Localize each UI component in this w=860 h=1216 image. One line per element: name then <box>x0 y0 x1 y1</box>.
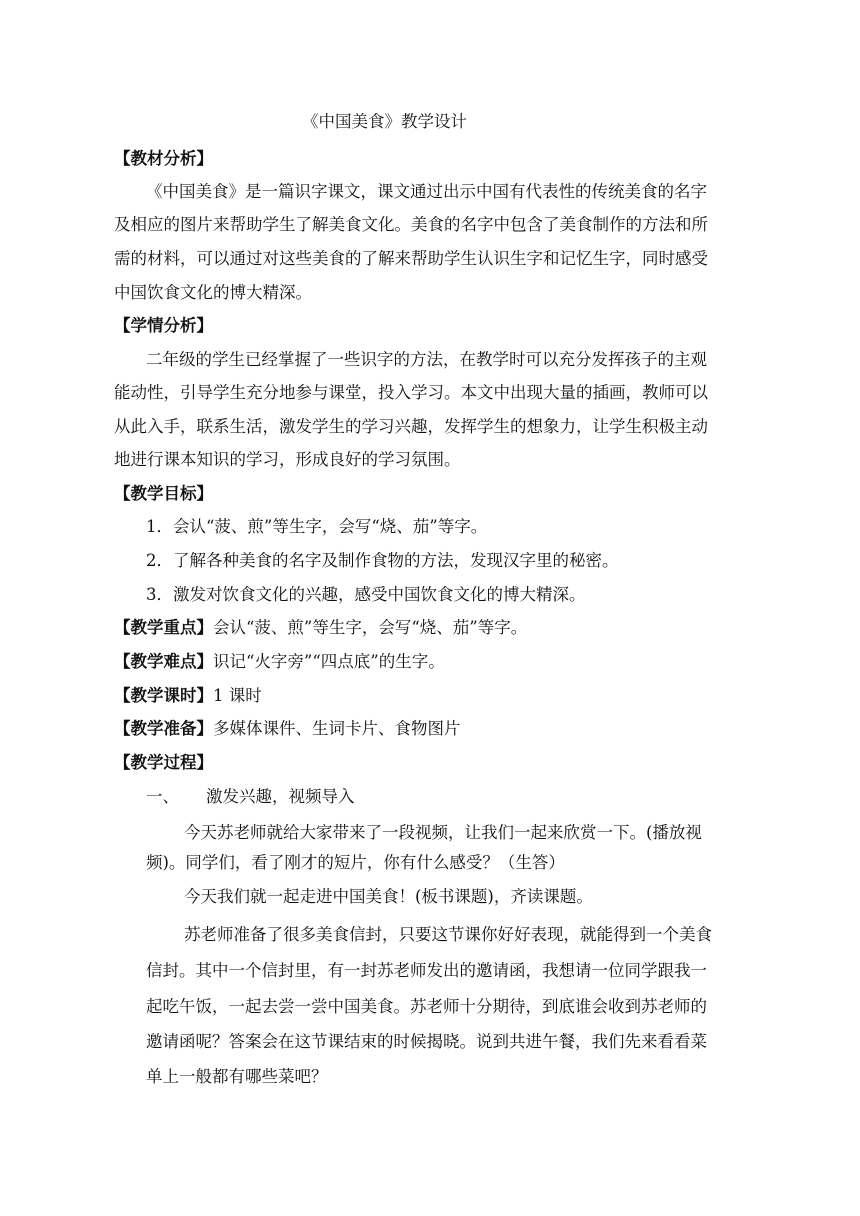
preparation-text: 多媒体课件、生词卡片、食物图片 <box>213 719 461 738</box>
process-paragraph-line: 单上一般都有哪些菜吧？ <box>146 1067 328 1086</box>
section-heading-process: 【教学过程】 <box>114 753 213 772</box>
focus-row <box>114 617 527 639</box>
process-paragraph-line: 信封。其中一个信封里，有一封苏老师发出的邀请函，我想请一位同学跟我一 <box>146 961 707 980</box>
students-line: 二年级的学生已经掌握了一些识字的方法，在教学时可以充分发挥孩子的主观 <box>146 350 707 369</box>
materials-line: 中国饮食文化的博大精深。 <box>114 283 312 302</box>
materials-line: 及相应的图片来帮助学生了解美食文化。美食的名字中包含了美食制作的方法和所 <box>114 215 708 234</box>
section-heading-duration: 【教学课时】 <box>114 686 213 705</box>
duration-row <box>114 685 262 707</box>
process-step-number: 一、 <box>146 787 179 806</box>
students-line: 地进行课本知识的学习，形成良好的学习氛围。 <box>114 450 461 469</box>
preparation-row <box>114 718 461 740</box>
students-line: 从此入手，联系生活，激发学生的学习兴趣，发挥学生的想象力，让学生积极主动 <box>114 417 708 436</box>
process-paragraph-line: 频)。同学们，看了刚才的短片，你有什么感受？（生答） <box>146 853 565 872</box>
goal-item: 1．会认“菠、煎”等生字，会写“烧、茄”等字。 <box>146 517 488 536</box>
duration-text: 1 课时 <box>213 686 262 705</box>
process-paragraph-line: 起吃午饭，一起去尝一尝中国美食。苏老师十分期待，到底谁会收到苏老师的 <box>146 997 707 1016</box>
focus-text: 会认“菠、煎”等生字，会写“烧、茄”等字。 <box>213 618 528 637</box>
section-heading-difficulty: 【教学难点】 <box>114 652 213 671</box>
students-line: 能动性，引导学生充分地参与课堂，投入学习。本文中出现大量的插画，教师可以 <box>114 383 708 402</box>
process-paragraph-line: 今天我们就一起走进中国美食！(板书课题)，齐读课题。 <box>184 887 593 906</box>
materials-line: 《中国美食》是一篇识字课文，课文通过出示中国有代表性的传统美食的名字 <box>146 182 707 201</box>
section-heading-materials: 【教材分析】 <box>114 149 213 168</box>
document-title: 《中国美食》教学设计 <box>302 112 467 131</box>
process-paragraph-line: 今天苏老师就给大家带来了一段视频，让我们一起来欣赏一下。(播放视 <box>184 823 702 842</box>
process-paragraph-line: 苏老师准备了很多美食信封，只要这节课你好好表现，就能得到一个美食 <box>184 925 712 944</box>
difficulty-text: 识记“火字旁”“四点底”的生字。 <box>213 652 445 671</box>
section-heading-goals: 【教学目标】 <box>114 484 213 503</box>
materials-line: 需的材料，可以通过对这些美食的了解来帮助学生认识生字和记忆生字，同时感受 <box>114 249 708 268</box>
section-heading-students: 【学情分析】 <box>114 316 213 335</box>
process-paragraph-line: 邀请函呢？答案会在这节课结束的时候揭晓。说到共进午餐，我们先来看看菜 <box>146 1032 707 1051</box>
process-step-title: 激发兴趣，视频导入 <box>206 787 355 806</box>
section-heading-focus: 【教学重点】 <box>114 618 213 637</box>
section-heading-preparation: 【教学准备】 <box>114 719 213 738</box>
goal-item: 3．激发对饮食文化的兴趣，感受中国饮食文化的博大精深。 <box>146 585 586 604</box>
goal-item: 2．了解各种美食的名字及制作食物的方法，发现汉字里的秘密。 <box>146 551 619 570</box>
difficulty-row <box>114 651 445 673</box>
